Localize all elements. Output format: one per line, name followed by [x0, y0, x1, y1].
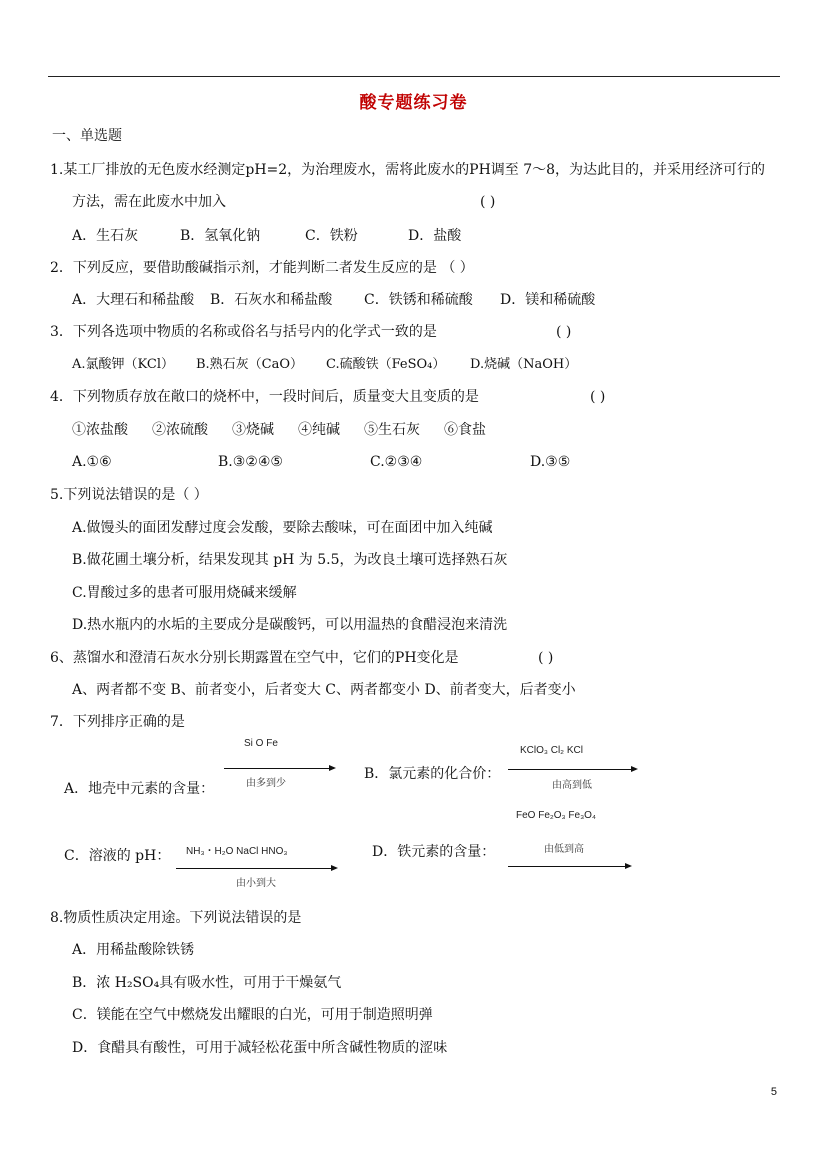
q7-option-d: D．铁元素的含量：: [372, 844, 496, 860]
q4-item-2: ②浓硫酸: [152, 422, 208, 438]
q4-item-3: ③烧碱: [232, 422, 274, 438]
q7-option-c: C．溶液的 pH：: [64, 848, 171, 864]
q7-a-arrow: [224, 768, 334, 769]
page-title: 酸专题练习卷: [359, 93, 468, 113]
q2-stem: 2．下列反应，要借助酸碱指示剂，才能判断二者发生反应的是 （ ）: [50, 260, 474, 276]
header-rule: [48, 76, 780, 77]
q8-option-b: B．浓 H₂SO₄具有吸水性，可用于干燥氨气: [72, 975, 342, 991]
q7-b-direction: 由高到低: [552, 780, 592, 791]
q1-option-c: C．铁粉: [305, 228, 358, 244]
q1-stem-cont: 方法，需在此废水中加入: [72, 194, 226, 210]
q4-option-a: A.①⑥: [72, 454, 112, 470]
q7-d-arrow: [508, 866, 630, 867]
q3-option-c: C.硫酸铁（FeSO₄）: [326, 357, 446, 372]
q7-c-sequence: NH₃・H₂O NaCl HNO₃: [186, 846, 288, 857]
q5-option-b: B.做花圃土壤分析，结果发现其 pH 为 5.5，为改良土壤可选择熟石灰: [72, 552, 508, 568]
q2-option-c: C．铁锈和稀硫酸: [364, 292, 473, 308]
q2-option-d: D．镁和稀硫酸: [500, 292, 596, 308]
q1-option-b: B．氢氧化钠: [180, 228, 261, 244]
q1-stem: 1.某工厂排放的无色废水经测定pH=2，为治理废水，需将此废水的PH调至 7～8，为达此目的，并采用经济可行的: [50, 162, 766, 178]
q5-option-a: A.做馒头的面团发酵过度会发酸，要除去酸味，可在面团中加入纯碱: [72, 520, 493, 536]
q4-option-c: C.②③④: [370, 454, 423, 470]
q6-stem: 6、蒸馏水和澄清石灰水分别长期露置在空气中，它们的PH变化是: [50, 650, 459, 666]
page-number: 5: [770, 1086, 777, 1098]
q4-item-5: ⑤生石灰: [364, 422, 420, 438]
q3-stem: 3．下列各选项中物质的名称或俗名与括号内的化学式一致的是: [50, 324, 437, 340]
q8-stem: 8.物质性质决定用途。下列说法错误的是: [50, 910, 302, 926]
q7-d-direction: 由低到高: [544, 844, 584, 855]
q5-option-c: C.胃酸过多的患者可服用烧碱来缓解: [72, 585, 297, 601]
q8-option-d: D．食醋具有酸性，可用于减轻松花蛋中所含碱性物质的涩味: [72, 1040, 448, 1056]
q8-option-a: A．用稀盐酸除铁锈: [72, 942, 195, 958]
q4-item-1: ①浓盐酸: [72, 422, 128, 438]
q3-option-a: A.氯酸钾（KCl）: [72, 357, 174, 372]
q4-stem: 4．下列物质存放在敞口的烧杯中，一段时间后，质量变大且变质的是: [50, 389, 479, 405]
q1-answer-blank: ( ): [480, 194, 496, 210]
q6-answer-blank: ( ): [538, 650, 554, 666]
q1-option-d: D．盐酸: [408, 228, 462, 244]
q3-option-d: D.烧碱（NaOH）: [470, 357, 578, 372]
q7-a-sequence: Si O Fe: [244, 738, 278, 749]
q2-option-a: A．大理石和稀盐酸: [72, 292, 195, 308]
section-heading: 一、单选题: [52, 128, 122, 144]
q4-item-6: ⑥食盐: [444, 422, 486, 438]
q7-b-arrow: [508, 769, 636, 770]
q4-item-4: ④纯碱: [298, 422, 340, 438]
q7-option-a: A．地壳中元素的含量：: [64, 781, 215, 797]
q7-d-sequence: FeO Fe₂O₃ Fe₃O₄: [516, 810, 597, 821]
q2-option-b: B．石灰水和稀盐酸: [210, 292, 333, 308]
q7-option-b: B．氯元素的化合价：: [364, 766, 501, 782]
q6-options: A、两者都不变 B、前者变小，后者变大 C、两者都变小 D、前者变大，后者变小: [72, 682, 576, 698]
q4-option-d: D.③⑤: [530, 454, 571, 470]
q5-stem: 5.下列说法错误的是（ ）: [50, 487, 208, 503]
q7-c-direction: 由小到大: [236, 878, 276, 889]
q3-answer-blank: ( ): [556, 324, 572, 340]
q4-option-b: B.③②④⑤: [218, 454, 283, 470]
q4-answer-blank: ( ): [590, 389, 606, 405]
q5-option-d: D.热水瓶内的水垢的主要成分是碳酸钙，可以用温热的食醋浸泡来清洗: [72, 617, 508, 633]
q3-option-b: B.熟石灰（CaO）: [196, 357, 304, 372]
q1-option-a: A．生石灰: [72, 228, 139, 244]
q8-option-c: C．镁能在空气中燃烧发出耀眼的白光，可用于制造照明弹: [72, 1007, 433, 1023]
q7-c-arrow: [176, 868, 336, 869]
q7-stem: 7．下列排序正确的是: [50, 714, 185, 730]
q7-b-sequence: KClO₃ Cl₂ KCl: [520, 745, 583, 756]
q7-a-direction: 由多到少: [246, 778, 286, 789]
